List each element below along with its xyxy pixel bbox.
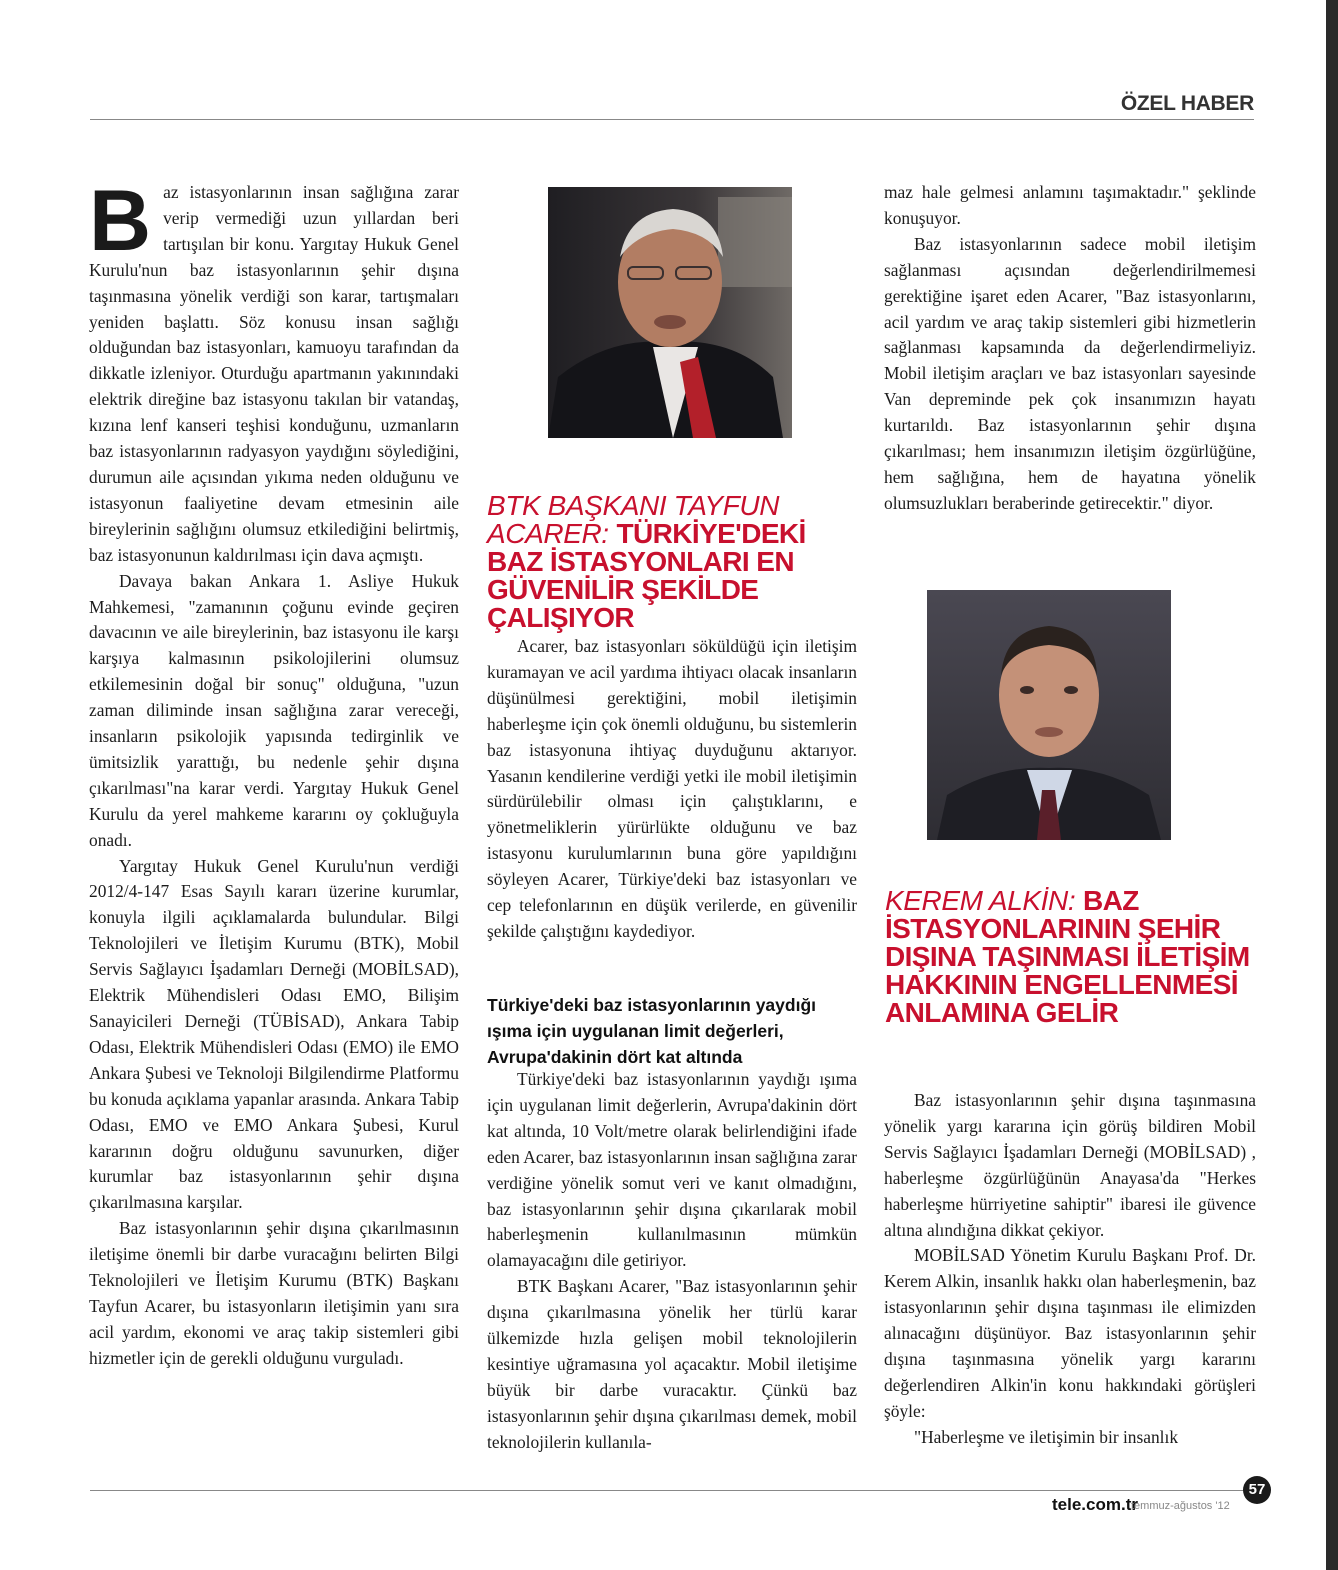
footer-rule [90,1490,1254,1491]
paragraph: Acarer, baz istasyonları söküldüğü için iletişim kuramayan ve acil yardıma ihtiyacı olacak insanların düşünülmesi gerektiğini, mobil iletişimin haberleşme için çok önemli olduğunu, bu sistemlerin baz istasyonuna ihtiyaç duyduğunu aktarıyor. Yasanın kendilerine verdiği yetki ile mobil iletişimin sürdürülebilir olması için çalıştıklarını, e yönetmeliklerin yürürlükte olduğunu ve baz istasyonu kurulumlarının buna göre yapıldığını söyleyen Acarer, Türkiye'deki baz istasyonları ve cep telefonlarının en düşük verilerde, en güvenilir şekilde çalıştığını kaydediyor. [487,636,857,941]
column-2-bottom [487,1067,857,1456]
paragraph: "Haberleşme ve iletişimin bir insanlık [914,1426,1179,1447]
headline-quote: BAZ İSTASYONLARININ ŞEHİR DIŞINA TAŞINMASI İLETİŞİM HAKKININ ENGELLENMESİ ANLAMINA GELİR [885,885,1250,1028]
headline-alkin [885,887,1265,1027]
paragraph: Baz istasyonlarının şehir dışına çıkarılmasının iletişime önemli bir darbe vuracağını belirten Bilgi Teknolojileri ve İletişim Kurumu (BTK) Başkanı Tayfun Acarer, bu istasyonların iletişimin yanı sıra acil yardım, ekonomi ve araç takip sistemleri gibi hizmetler için de gerekli olduğunu vurguladı. [89,1218,459,1368]
photo-kerem-alkin [927,590,1171,840]
header-rule [90,119,1254,120]
subheading: Türkiye'deki baz istasyonlarının yaydığı ışıma için uygulanan limit değerleri, Avrupa'dakinin dört kat altında [487,995,816,1067]
drop-cap: B [89,173,152,269]
column-2-top [487,634,857,945]
column-3-bottom [884,1088,1256,1451]
paragraph: BTK Başkanı Acarer, "Baz istasyonlarının şehir dışına çıkarılmasına yönelik her türlü karar ülkemizde hızla gelişen mobil teknolojilerin kesintiye uğramasına yol açacaktır. Mobil iletişime büyük bir darbe vuracaktır. Çünkü baz istasyonlarının şehir dışına çıkarılması demek, mobil teknolojilerin kullanıla- [487,1276,857,1452]
magazine-site: tele.com.tr [1052,1495,1138,1514]
photo-tayfun-acarer [548,187,792,438]
paragraph: MOBİLSAD Yönetim Kurulu Başkanı Prof. Dr. Kerem Alkin, insanlık hakkı olan haberleşmenin, baz istasyonlarının şehir dışına taşınması ile elimizden alınacağını düşünüyor. Baz istasyonlarının şehir dışına taşınmasına yönelik yargı kararını değerlendiren Alkin'in konu hakkındaki görüşleri şöyle: [884,1245,1256,1421]
headline-speaker: BTK BAŞKANI TAYFUN ACARER: [487,490,780,549]
lead-paragraph: Baz istasyonlarının insan sağlığına zarar verip vermediği uzun yıllardan beri tartışılan bir konu. Yargıtay Hukuk Genel Kurulu'nun baz istasyonlarının şehir dışına taşınmasına yönelik verdiği son karar, tartışmaları yeniden başlattı. Söz konusu insan sağlığı olduğundan baz istasyonları, kamuoyu tarafından da dikkatle izleniyor. Oturduğu apartmanın yakınındaki elektrik direğine baz istasyonu takılan bir vatandaş, kızına lenf kanseri teşhisi konduğunu, uzmanların baz istasyonlarının radyasyon yaydığını söylediğini, durumun aile açısından yıkıma neden olduğunu ve istasyonun faaliyetine devam etmesinin aile bireylerinin sağlığını olumsuz etkilediğini belirtmiş, baz istasyonunun kaldırılması için dava açmıştı. [89,173,459,565]
column-1 [89,173,459,1372]
column-3-top [884,180,1256,517]
issue-date: temmuz-ağustos '12 [1131,1500,1230,1512]
headline-speaker: KEREM ALKİN: [885,885,1076,916]
paragraph: Baz istasyonlarının şehir dışına taşınmasına yönelik yargı kararına için görüş bildiren Mobil Servis Sağlayıcı İşadamları Derneği (MOBİLSAD) , haberleşme özgürlüğünün Anayasa'da "Herkes haberleşme hürriyetine sahiptir" ibaresi ile güvence altına alındığına dikkat çekiyor. [884,1090,1256,1240]
paragraph: Davaya bakan Ankara 1. Asliye Hukuk Mahkemesi, "zamanının çoğunu evinde geçiren davacının ve aile bireylerinin, baz istasyonu ile karşı karşıya kalmasının psikolojilerini olumsuz etkilemesinin doğal bir sonuç" olduğuna, "uzun zaman diliminde insan sağlığına zarar vereceği, insanların psikolojik yapısında tedirginlik ve ümitsizlik yarattığı, bu nedenle şehir dışına çıkarılması"na karar verdi. Yargıtay Hukuk Genel Kurulu da yerel mahkeme kararını oy çokluğuyla onadı. [89,570,459,850]
section-label: ÖZEL HABER [1120,92,1254,115]
headline-quote: TÜRKİYE'DEKİ BAZ İSTASYONLARI EN GÜVENİLİR ŞEKİLDE ÇALIŞIYOR [487,518,806,633]
headline-acarer [487,492,867,632]
paragraph: Türkiye'deki baz istasyonlarının yaydığı ışıma için uygulanan limit değerlerin, Avrupa'dakinin dört kat altında, 10 Volt/metre olarak belirlendiğini ifade eden Acarer, baz istasyonlarının insan sağlığına zarar verdiğine yönelik somut veri ve kanıt olmadığını, baz istasyonlarının şehir dışına çıkarılarak mobil haberleşmenin kullanılmasının mümkün olamayacağını dile getiriyor. [487,1069,857,1271]
paragraph: maz hale gelmesi anlamını taşımaktadır." şeklinde konuşuyor. [884,182,1256,228]
page-number-badge: 57 [1243,1476,1271,1504]
paragraph: Yargıtay Hukuk Genel Kurulu'nun verdiği 2012/4-147 Esas Sayılı kararı üzerine kurumlar, konuyla ilgili açıklamalarda bulundular. Bilgi Teknolojileri ve İletişim Kurumu (BTK), Mobil Servis Sağlayıcı İşadamları Derneği (MOBİLSAD), Elektrik Mühendisleri Odası EMO, Bilişim Sanayicileri Derneği (TÜBİSAD), Ankara Tabip Odası, Elektrik Mühendisleri Odası (EMO) ile EMO Ankara Şubesi ve Teknoloji Bilgilendirme Platformu bu konuda açıklama yapanlar arasında. Ankara Tabip Odası, EMO ve EMO Ankara Şubesi, Kurul kararının doğru olduğunu savunurken, diğer kurumlar baz istasyonlarının şehir dışına çıkarılmasına karşılar. [89,855,459,1213]
paragraph: Baz istasyonlarının sadece mobil iletişim sağlanması açısından değerlendirilmemesi gerektiğine işaret eden Acarer, "Baz istasyonlarını, acil yardım ve araç takip sistemleri gibi hizmetlerin sağlanması kapsamında da değerlendirmeliyiz. Mobil iletişim araçları ve baz istasyonları sayesinde Van depreminde pek çok insanımızın hayatı kurtarıldı. Baz istasyonlarının şehir dışına çıkarılması; hem insanımızın iletişim özgürlüğüne, hem sağlığına, hem de hayatına yönelik olumsuzlukları beraberinde getirecektir." diyor. [884,233,1256,513]
